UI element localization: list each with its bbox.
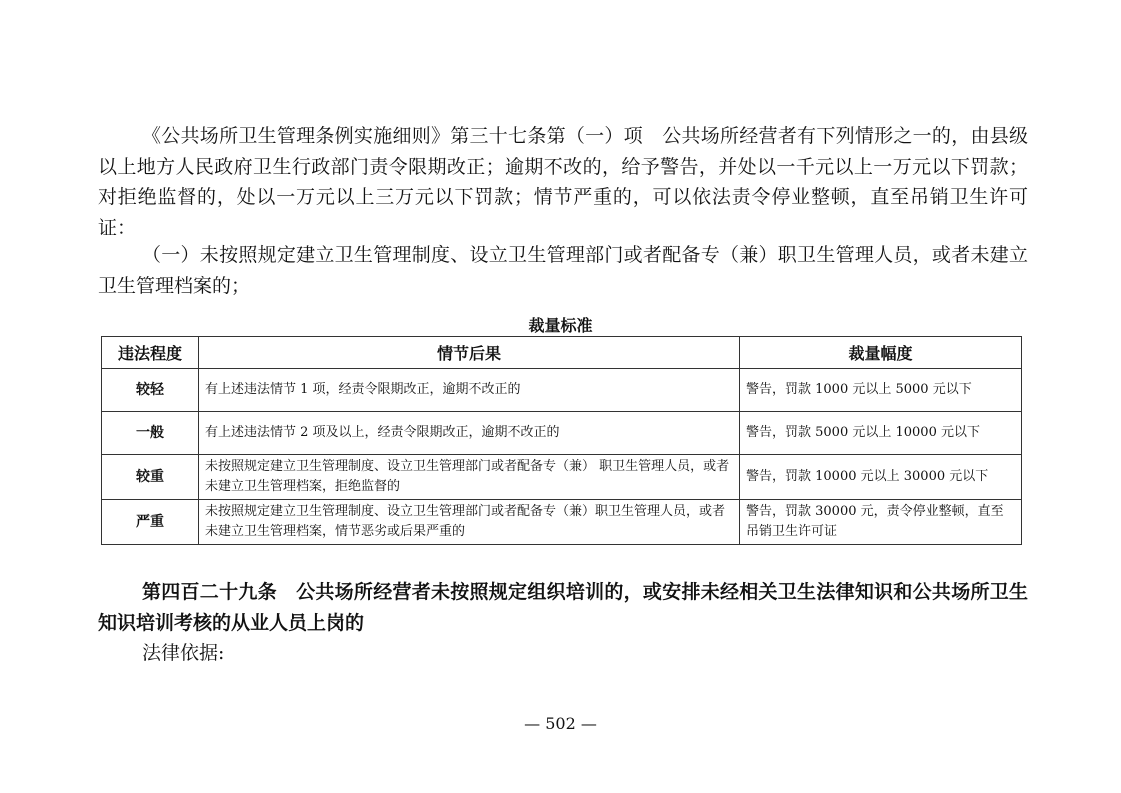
table-row (102, 500, 1022, 545)
row-penalty: 警告，罚款 30000 元，责令停业整顿，直至吊销卫生许可证 (740, 500, 1022, 545)
intro-paragraph: 《公共场所卫生管理条例实施细则》第三十七条第（一）项 公共场所经营者有下列情形之一的，由县级以上地方人民政府卫生行政部门责令限期改正；逾期不改的，给予警告，并处以一千元以上一万元以下罚款；对拒绝监督的，处以一万元以上三万元以下罚款；情节严重的，可以依法责令停业整顿，直至吊销卫生许可证： (98, 125, 1028, 239)
row-penalty: 警告，罚款 10000 元以上 30000 元以下 (740, 455, 1022, 500)
row-circumstance: 有上述违法情节 1 项，经责令限期改正，逾期不改正的 (199, 369, 740, 412)
table-row (102, 369, 1022, 412)
row-circumstance: 未按照规定建立卫生管理制度、设立卫生管理部门或者配备专（兼） 职卫生管理人员，或者未建立卫生管理档案，拒绝监督的 (199, 455, 740, 500)
row-penalty: 警告，罚款 5000 元以上 10000 元以下 (740, 412, 1022, 455)
table-row (102, 455, 1022, 500)
page-number: — 502 — (524, 714, 597, 733)
item-one-paragraph: （一）未按照规定建立卫生管理制度、设立卫生管理部门或者配备专（兼）职卫生管理人员，或者未建立卫生管理档案的； (98, 244, 1028, 297)
row-circumstance: 未按照规定建立卫生管理制度、设立卫生管理部门或者配备专（兼）职卫生管理人员，或者未建立卫生管理档案，情节恶劣或后果严重的 (199, 500, 740, 545)
article-429-heading: 第四百二十九条 公共场所经营者未按照规定组织培训的，或安排未经相关卫生法律知识和公共场所卫生知识培训考核的从业人员上岗的 (98, 581, 1028, 634)
table-header-row (102, 337, 1022, 369)
row-circumstance: 有上述违法情节 2 项及以上，经责令限期改正，逾期不改正的 (199, 412, 740, 455)
table-row (102, 412, 1022, 455)
discretion-standard-table (101, 336, 1022, 545)
header-violation-level: 违法程度 (102, 337, 199, 369)
header-penalty-range: 裁量幅度 (740, 337, 1022, 369)
row-penalty: 警告，罚款 1000 元以上 5000 元以下 (740, 369, 1022, 412)
table-title: 裁量标准 (528, 316, 593, 335)
row-level: 较轻 (102, 369, 199, 412)
row-level: 严重 (102, 500, 199, 545)
row-level: 较重 (102, 455, 199, 500)
header-circumstance: 情节后果 (199, 337, 740, 369)
legal-basis-label: 法律依据: (142, 642, 225, 664)
row-level: 一般 (102, 412, 199, 455)
